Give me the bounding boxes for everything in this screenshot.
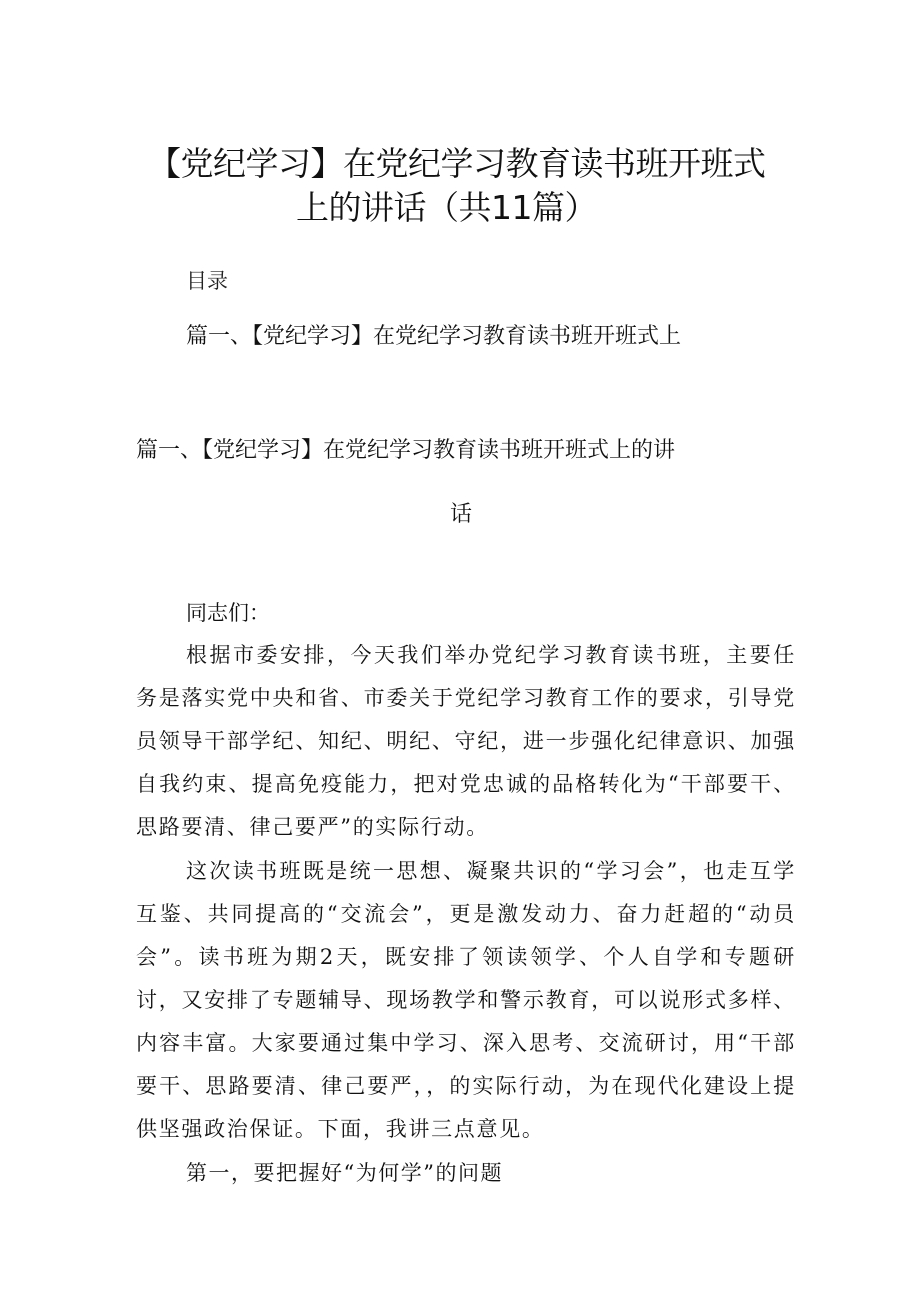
toc-label: 目录 — [186, 269, 228, 293]
section-heading-continuation: 话 — [450, 502, 473, 527]
body-paragraph: 根据市委安排，今天我们举办党纪学习教育读书班，主要任务是落实党中央和省、市委关于党纪学习教育工作的要求，引导党员领导干部学纪、知纪、明纪、守纪，进一步强化纪律意识、加强自我约束、提高免疫能力，把对党忠诚的品格转化为“干部要干、思路要清、律己要严”的实际行动。 — [136, 643, 796, 839]
document-title-line-1: 【党纪学习】在党纪学习教育读书班开班式 — [148, 144, 766, 183]
document-title-line-2: 上的讲话（共11篇） — [296, 188, 597, 227]
point-heading: 第一，要把握好“为何学”的问题 — [186, 1161, 503, 1185]
toc-item[interactable]: 篇一、【党纪学习】在党纪学习教育读书班开班式上 — [186, 324, 682, 349]
body-paragraph: 这次读书班既是统一思想、凝聚共识的“学习会”，也走互学互鉴、共同提高的“交流会”，更是激发动力、奋力赶超的“动员会”。读书班为期2天，既安排了领读领学、个人自学和专题研讨，又安排了专题辅导、现场教学和警示教育，可以说形式多样、内容丰富。大家要通过集中学习、深入思考、交流研讨，用“干部要干、思路要清、律己要严，，的实际行动，为在现代化建设上提供坚强政治保证。下面，我讲三点意见。 — [136, 859, 796, 1141]
section-heading: 篇一、【党纪学习】在党纪学习教育读书班开班式上的讲 — [136, 438, 676, 463]
salutation: 同志们： — [186, 601, 270, 625]
